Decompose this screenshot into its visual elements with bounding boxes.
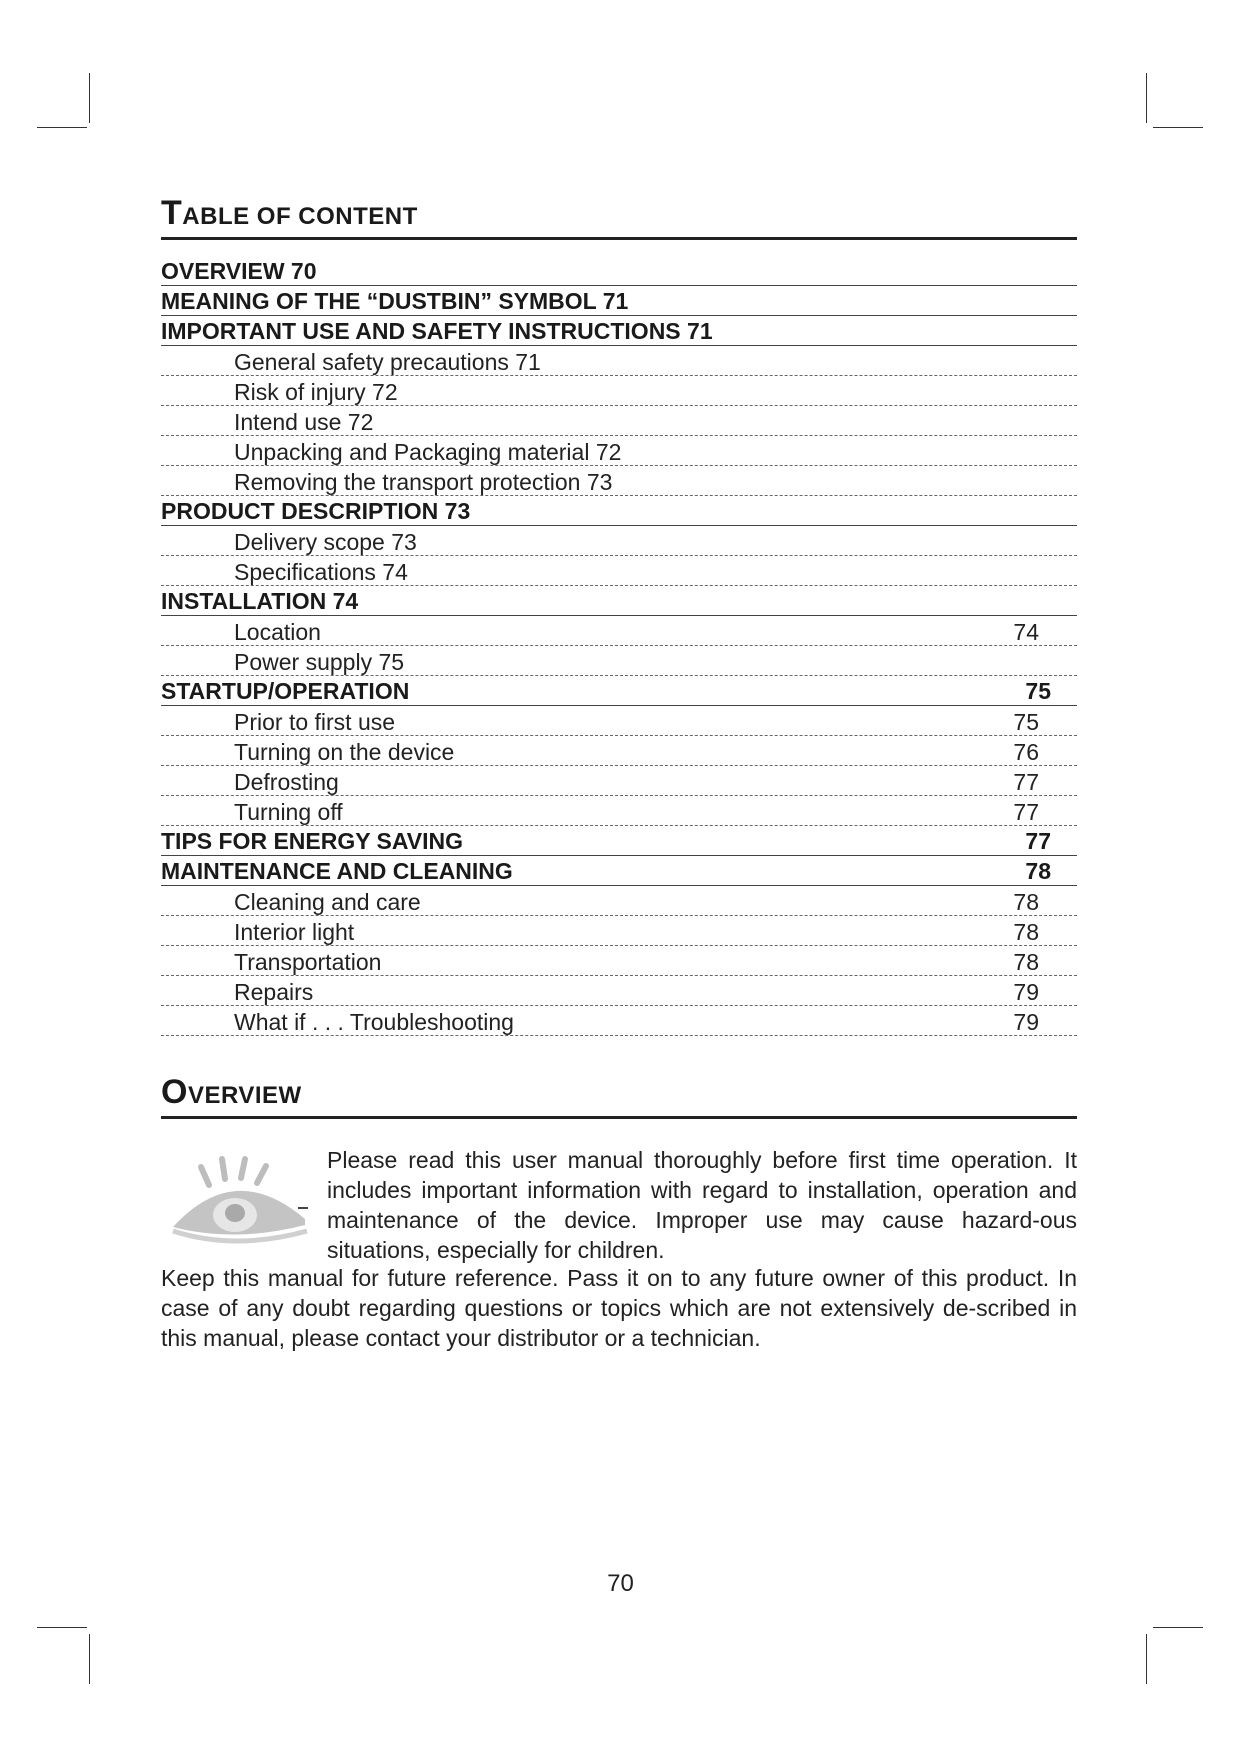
toc-entry-label: Interior light	[234, 919, 355, 945]
toc-sub-entry	[161, 376, 1077, 406]
toc-sub-entry	[161, 556, 1077, 586]
toc-main-entry	[161, 286, 1077, 316]
toc-main-entry	[161, 496, 1077, 526]
overview-intro	[161, 1145, 1077, 1263]
toc-sub-entry	[161, 436, 1077, 466]
toc-sub-entry	[161, 766, 1077, 796]
toc-sub-entry	[161, 886, 1077, 916]
toc-entry-label: Turning on the device	[234, 739, 455, 765]
toc-entry-label: Turning off	[234, 799, 343, 825]
toc-sub-entry	[161, 406, 1077, 436]
overview-heading-initial: O	[161, 1073, 188, 1111]
toc-sub-entry	[161, 706, 1077, 736]
toc-entry-page: 77	[1013, 799, 1039, 825]
toc-entry-label: Location	[234, 619, 321, 645]
toc-entry-label: OVERVIEW 70	[161, 258, 317, 284]
crop-mark	[37, 127, 87, 128]
crop-mark	[89, 73, 90, 123]
toc-entry-label: PRODUCT DESCRIPTION 73	[161, 498, 471, 524]
toc-sub-entry	[161, 466, 1077, 496]
overview-heading	[161, 1074, 1077, 1119]
crop-mark	[1146, 73, 1147, 123]
toc-entry-label: IMPORTANT USE AND SAFETY INSTRUCTIONS 71	[161, 318, 713, 344]
toc-main-entry	[161, 676, 1077, 706]
toc-sub-entry	[161, 346, 1077, 376]
toc-main-entry	[161, 826, 1077, 856]
toc-entry-label: Specifications 74	[234, 559, 408, 585]
toc-entry-label: Repairs	[234, 979, 314, 1005]
toc-heading-initial: T	[161, 194, 183, 232]
overview-heading-rest: VERVIEW	[187, 1082, 302, 1109]
toc-heading-rest: ABLE OF CONTENT	[182, 203, 418, 230]
toc-entry-page: 79	[1013, 979, 1039, 1005]
toc-entry-label: Prior to first use	[234, 709, 396, 735]
toc-entry-label: Delivery scope 73	[234, 529, 417, 555]
crop-mark	[89, 1634, 90, 1684]
toc-main-entry	[161, 316, 1077, 346]
crop-mark	[1153, 127, 1203, 128]
overview-intro-text: Please read this user manual thoroughly before first time operation. It includes important information with regard to installation, operation and maintenance of the device. Improper use may cause hazard-ous situations, especially for children.	[327, 1147, 1077, 1263]
eye-icon	[165, 1153, 315, 1253]
toc-entry-label: What if . . . Troubleshooting	[234, 1009, 514, 1035]
toc-entry-label: Risk of injury 72	[234, 379, 398, 405]
toc-entry-label: Intend use 72	[234, 409, 374, 435]
toc-entry-label: Defrosting	[234, 769, 339, 795]
toc-main-entry	[161, 586, 1077, 616]
toc-entry-label: General safety precautions 71	[234, 349, 541, 375]
toc-entry-label: MEANING OF THE “DUSTBIN” SYMBOL 71	[161, 288, 629, 314]
toc-sub-entry	[161, 736, 1077, 766]
toc-heading	[161, 195, 1077, 240]
page-number: 70	[607, 1570, 634, 1597]
toc-list	[161, 256, 1077, 1036]
toc-sub-entry	[161, 646, 1077, 676]
page-content	[161, 195, 1077, 1353]
toc-entry-page: 78	[1013, 919, 1039, 945]
toc-main-entry	[161, 856, 1077, 886]
toc-entry-label: Unpacking and Packaging material 72	[234, 439, 622, 465]
toc-entry-label: TIPS FOR ENERGY SAVING	[161, 828, 464, 854]
toc-entry-page: 78	[1013, 949, 1039, 975]
toc-entry-label: STARTUP/OPERATION	[161, 678, 410, 704]
toc-entry-page: 78	[1025, 858, 1051, 884]
toc-entry-page: 77	[1025, 828, 1051, 854]
toc-sub-entry	[161, 916, 1077, 946]
toc-sub-entry	[161, 796, 1077, 826]
toc-entry-label: MAINTENANCE AND CLEANING	[161, 858, 513, 884]
toc-entry-page: 75	[1013, 709, 1039, 735]
toc-entry-label: Cleaning and care	[234, 889, 421, 915]
crop-mark	[1146, 1634, 1147, 1684]
toc-entry-label: Transportation	[234, 949, 382, 975]
toc-entry-label: INSTALLATION 74	[161, 588, 359, 614]
toc-entry-page: 76	[1013, 739, 1039, 765]
overview-body-text: Keep this manual for future reference. Pass it on to any future owner of this product. In case of any doubt regarding questions or topics which are not extensively de-scribed in this manual, please contact your distributor or a technician.	[161, 1265, 1077, 1351]
crop-mark	[1153, 1627, 1203, 1628]
toc-entry-page: 74	[1013, 619, 1039, 645]
toc-entry-page: 79	[1013, 1009, 1039, 1035]
toc-sub-entry	[161, 526, 1077, 556]
toc-main-entry	[161, 256, 1077, 286]
toc-sub-entry	[161, 1006, 1077, 1036]
toc-entry-label: Removing the transport protection 73	[234, 469, 613, 495]
crop-mark	[37, 1627, 87, 1628]
toc-entry-label: Power supply 75	[234, 649, 405, 675]
toc-entry-page: 77	[1013, 769, 1039, 795]
toc-sub-entry	[161, 946, 1077, 976]
toc-sub-entry	[161, 976, 1077, 1006]
toc-entry-page: 75	[1025, 678, 1051, 704]
toc-sub-entry	[161, 616, 1077, 646]
toc-entry-page: 78	[1013, 889, 1039, 915]
